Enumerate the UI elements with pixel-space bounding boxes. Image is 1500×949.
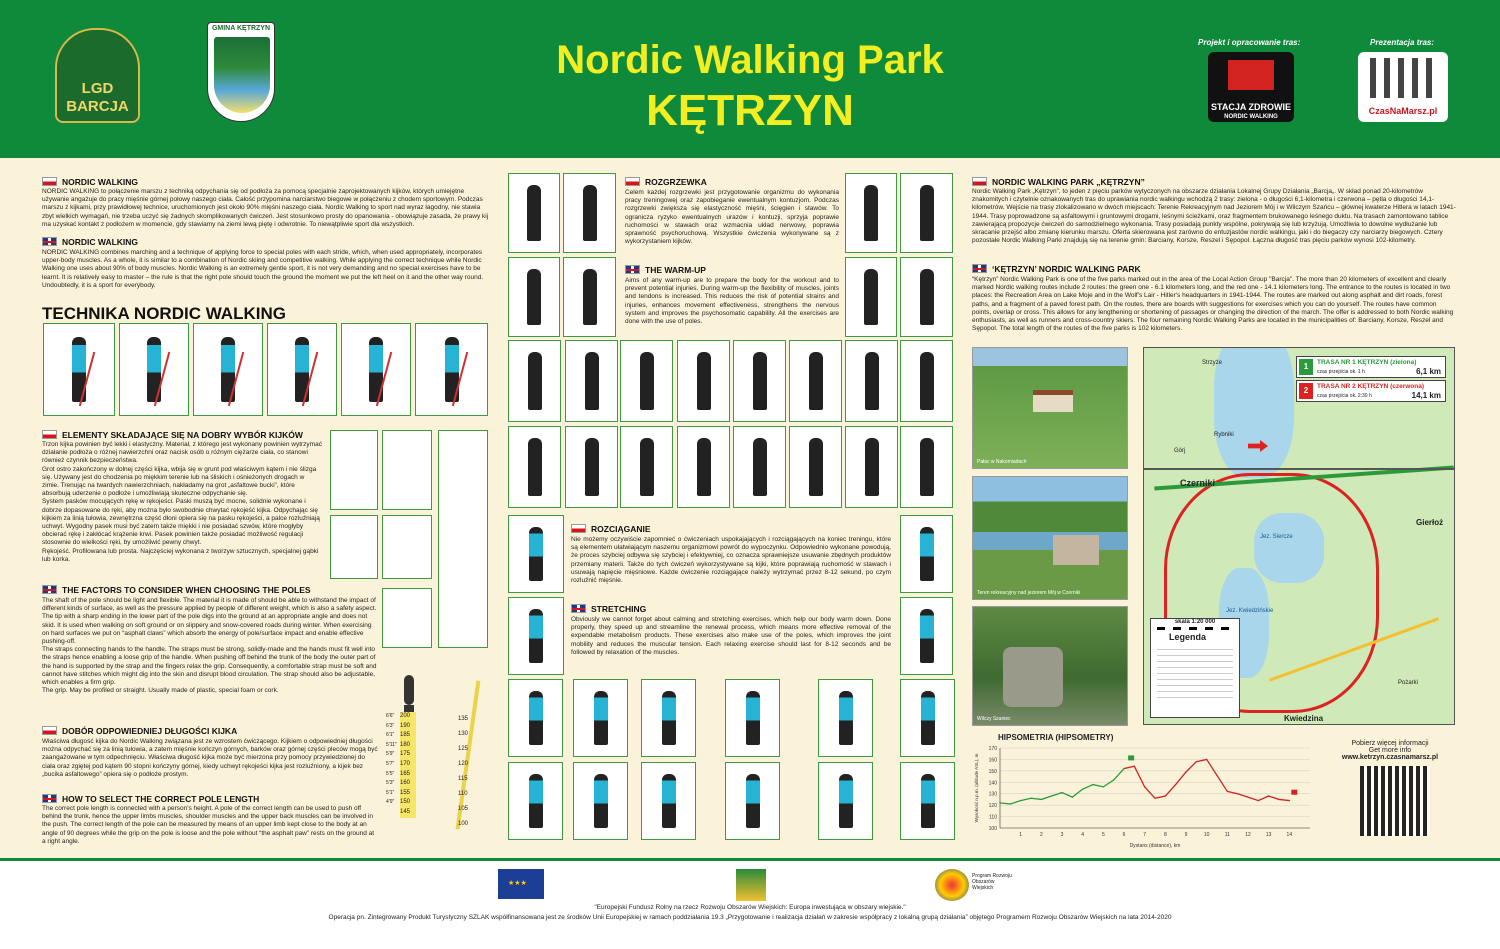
data-point <box>1268 795 1269 796</box>
warmup-photo <box>900 173 953 253</box>
recreation-area-photo <box>972 476 1128 600</box>
palace-photo <box>972 347 1128 469</box>
nordic-pl-text: NORDIC WALKING to połączenie marszu z techniką odpychania się od podłoża za pomocą specjalnie zaprojektowanych kijków, których umiejętne używanie angażuje do pracy mięśnie górnej połowy naszego ciała. Całość przypomina narciarstwo biegowe w połączeniu z chodem sportowym. Podczas marszu z kijkami, przy prawidłowej technice, uruchomionych jest około 90% mięśni naszego ciała. Nordic Walking to sport nad wyraz łagodny, nie stawia zbyt wielkich wymagań, nie trzeba uczyć się żadnych skomplikowanych ćwiczeń. Jest stosunkowo prosty do opanowania - obowiązuje zasada, że prawy kij ma uzyskać kontakt z podłożem w momencie, gdy stawiamy na ziemi lewą piętę i odwrotnie. To niewątpliwie sport dla wszystkich. <box>42 188 489 228</box>
pole-cm-column <box>458 712 474 832</box>
railway-line <box>1144 468 1455 470</box>
warmup-photo <box>563 257 616 337</box>
person-figure <box>529 774 543 829</box>
person-figure <box>585 438 599 496</box>
y-tick-label: 160 <box>988 757 997 764</box>
table-cell: 150 <box>400 799 411 806</box>
warmup-photo <box>845 257 897 337</box>
table-cell: 5'3" <box>386 780 395 787</box>
park-pl-text: Nordic Walking Park „Kętrzyn”, to jeden z pięciu parków wytyczonych na obszarze działania Lokalnej Grupy Działania „Barcja„. W skład ponad 20-kilometrów znakomitych i czytelnie oznakowanych tras do uprawiania nordic walkingu wchodzą 2 trasy: zielona - o długości 6,1-kilometra i czerwona – pętla o długości 14,1-kilometrów. Wejście na trasy zlokalizowano w dwóch miejscach: Terenie Rekreacyjnym nad Jeziorem Mój i w Wilczym Szańcu – głównej kwaterze Hitlera w latach 1941-1944. Trasy poprowadzone są asfaltowymi i gruntowymi drogami, leśnymi ścieżkami, oraz fragmentem brukowanego leśnego duktu. Na trasach zamontowano tablice zawierającą propozycje ćwiczeń do samodzielnego wykonania. Trasy posiadają punkty wspólne, pokrywają się lub krzyżują. Umożliwia to dowolne wydłużanie lub skracanie przejść albo zmianę kierunku marszu. Oferta skierowana jest zarówno do entuzjastów nordic walkingu, jaki i do biegaczy czy narciarzy biegowych. Cztery pozostałe Nordic Walking Parki znajdują się na terenie gmin: Barciany, Korsze, Reszel i Sępopol. Łączna długość tras pięciu parków wynosi 102-kilometry. <box>972 188 1456 245</box>
park-en-heading: ‘KĘTRZYN’ NORDIC WALKING PARK <box>972 264 1141 274</box>
route1-number: 1 <box>1299 359 1313 375</box>
technique-photo <box>193 323 263 416</box>
table-cell: 5'1" <box>386 789 395 796</box>
person-figure <box>921 774 935 829</box>
x-tick-label: 5 <box>1101 832 1105 838</box>
data-point <box>1278 799 1279 800</box>
route2-legend <box>1296 380 1446 402</box>
person-figure <box>839 774 853 829</box>
length-pl-heading: DOBÓR ODPOWIEDNIEJ DŁUGOŚCI KIJKA <box>42 726 237 736</box>
table-cell: 160 <box>400 780 411 787</box>
exercise-photo <box>565 426 618 508</box>
elements-pl-text <box>42 441 322 564</box>
nordic-pl-heading: NORDIC WALKING <box>42 177 138 187</box>
polish-flag-icon <box>571 524 586 533</box>
place-label: Kwiedzina <box>1284 714 1324 723</box>
y-tick-label: 140 <box>988 780 997 787</box>
table-cell: 100 <box>458 821 469 827</box>
x-tick-label: 1 <box>1019 832 1023 838</box>
exercise-photo <box>900 426 953 508</box>
table-cell: 170 <box>400 760 411 767</box>
qr-code[interactable] <box>1360 766 1430 836</box>
data-point <box>1134 766 1135 767</box>
table-cell: 165 <box>400 770 411 777</box>
person-figure <box>528 352 542 410</box>
technique-photo <box>415 323 488 416</box>
place-label: Rybniki <box>1214 432 1234 438</box>
data-point <box>1103 786 1104 787</box>
pole-length-table <box>386 670 488 848</box>
person-silhouette-icon <box>404 675 414 705</box>
y-tick-label: 130 <box>988 791 997 798</box>
person-figure <box>640 438 654 496</box>
nordic-en-text: NORDIC WALKING combines marching and a technique of applying force to special poles with each stride, which, when used appropriately, incorporates upper-body muscles. As a whole, it is similar to a combination of Nordic skiing and competitive walking. While applying the correct technique while Nordic Walking one uses about 90% of body muscles. Nordic Walking is an extremely gentle sport, it is not very demanding and no special exercises have to be learnt. It is relatively easy to master – the rule is that the right pole should touch the ground the moment we put the left heel on it and the other way round. Undoubtedly, it is a sport for everybody. <box>42 249 484 289</box>
lake-label: Jez. Kwiedzińskie <box>1226 608 1274 614</box>
paragraph: The tip with a sharp ending in the lower part of the pole digs into the ground at an appropriate angle and does not skid. It is used when walking on soft ground or on slippery and snow-covered roads during winter. When exercising on hard surfaces we put on “asphalt claws” which absorb the energy of pole/surface impact and enable effective pushing-off. <box>42 613 372 646</box>
exercise-photo <box>641 762 696 840</box>
data-point <box>1020 800 1021 801</box>
y-tick-label: 100 <box>988 826 997 832</box>
length-en-text: The correct pole length is connected with a person's height. A pole of the correct length can be used to push off behind the trunk, hence the upper limbs muscles, shoulder muscles and the upper back muscles can be involved in the push. The correct length of the pole can be measured by means of an upper limb kept close to the body at an angle of 90 degrees while the grip on the pole is loose and the pole without “the asphalt paw” rests on the ground at a right angle. <box>42 805 375 845</box>
polish-flag-icon <box>625 177 640 186</box>
exercise-photo <box>725 679 780 757</box>
warmup-pl-heading: ROZGRZEWKA <box>625 177 707 187</box>
y-tick-label: 110 <box>989 814 997 821</box>
wolfs-lair-photo <box>972 606 1128 726</box>
warmup-photo <box>508 257 560 337</box>
data-point <box>1247 796 1248 797</box>
table-cell: 5'5" <box>386 770 395 777</box>
table-cell: 200 <box>400 713 411 719</box>
hypsometry-chart <box>970 742 1325 852</box>
warmup-photo <box>845 173 897 253</box>
person-figure <box>865 352 879 410</box>
data-point <box>1072 796 1073 797</box>
prow-logo <box>935 869 969 901</box>
person-figure <box>528 438 542 496</box>
map-scale: skala 1:20 000 <box>1174 619 1216 625</box>
lgd-barcja-logo <box>55 28 140 123</box>
lgd-logo-text: LGD <box>81 80 114 97</box>
more-info-en: Get more info <box>1368 747 1412 754</box>
pole-grip-photo <box>382 515 432 579</box>
table-cell: 6'3" <box>386 722 395 729</box>
polish-flag-icon <box>42 430 57 439</box>
data-point <box>1289 800 1290 801</box>
y-axis-label: Wysokość n.p.m. (altitude ASL), m <box>974 753 979 823</box>
pavilion-building <box>1053 535 1099 565</box>
warmup-pl-text: Celem każdej rozgrzewki jest przygotowanie organizmu do wykonania pracy treningowej oraz zapobieganie ewentualnym kontuzjom. Podczas rozgrzewki zwiększa się elastyczność mięśni, ścięgien i stawów. To ogranicza ryzyko ewentualnych urazów i kontuzji, sprzyja poprawie ruchomości w stawach oraz wzmacnia układ nerwowy, poprawia sprawność psychoruchową. Wszystkie ćwiczenia wykonywane są z wykorzystaniem kijków. <box>625 189 839 246</box>
table-cell: 4'9" <box>386 799 395 806</box>
y-tick-label: 120 <box>988 803 997 810</box>
data-point <box>1123 768 1124 769</box>
stacja-logo-text: STACJA ZDROWIE <box>1211 102 1291 112</box>
height-ft-column <box>386 712 400 808</box>
finish-flag-green-icon <box>1128 755 1134 760</box>
pole-grip-photo <box>330 430 378 510</box>
table-cell: 155 <box>400 789 411 796</box>
data-point <box>1051 795 1052 796</box>
technique-photo <box>43 323 115 416</box>
table-cell: 135 <box>458 716 469 722</box>
photo-caption: Wilczy Szaniec <box>977 716 1011 722</box>
person-figure <box>921 691 935 746</box>
person-figure <box>662 774 676 829</box>
pole-strap-photo <box>330 515 378 579</box>
exercise-photo <box>573 762 628 840</box>
exercise-photo <box>677 340 730 422</box>
person-figure <box>529 691 543 746</box>
project-label: Projekt i opracowanie tras: <box>1198 38 1301 47</box>
table-cell: 5'9" <box>386 751 395 758</box>
table-cell: 180 <box>400 741 411 748</box>
gmina-logo-text: GMINA KĘTRZYN <box>211 25 271 32</box>
place-label: Gierłoż <box>1416 518 1444 527</box>
czas-logo-text: CzasNaMarsz.pl <box>1368 106 1438 116</box>
table-cell: 6'6" <box>386 713 395 719</box>
paragraph: Trzon kijka powinien być lekki i elastyczny. Materiał, z którego jest wykonany powinien wytrzymać działanie podłoża o różnej nawierzchni oraz nacisk osób o różnym ciężarze ciała, co stanowi również czynnik bezpieczeństwa. <box>42 441 322 465</box>
paragraph: The grip. May be profiled or straight. Usually made of plastic, special foam or cork. <box>42 687 279 695</box>
more-info <box>1330 740 1450 761</box>
exercise-photo <box>900 762 955 840</box>
data-point <box>1216 775 1217 776</box>
stretch-photo <box>900 597 953 675</box>
park-en-text: “Kętrzyn” Nordic Walking Park is one of the five parks marked out in the area of the Local Action Group "Barcja". The more than 20 kilometers of excellent and clearly marked Nordic walking routes include 2 routes: the green one - 6.1 kilometers long, and the red one - 14.1 kilometers long. The entrance to the routes is located in two places: the Recreation Area on Lake Moje and in the Wolf's Lair - Hitler's headquarters in 1941-1944. The routes are marked out along asphalt and dirt roads, forest paths, and a fragment of a paved forest path. On the routes, there are boards with suggestions for exercises which you can do yourself. The routes have common points, overlap or cross. This allows for any lengthening or shortening of passages or changing the direction of the march. The offer is addressed to both Nordic walking enthusiasts, as well as runners and cross-country skiers. The four remaining Nordic Walking Parks are located in the municipalities of: Barciany, Korsze, Reszel and Sępopol. The total length of the routes of the five parks is 102 kilometers. <box>972 276 1454 333</box>
uk-flag-icon <box>42 237 57 246</box>
place-label: Pożarki <box>1398 680 1419 686</box>
route2-distance: 14,1 km <box>1411 391 1441 400</box>
legend-items <box>1157 644 1233 699</box>
more-info-url[interactable]: www.ketrzyn.czasnamarsz.pl <box>1341 754 1439 761</box>
palace-building <box>1033 390 1073 412</box>
exercise-photo <box>789 426 842 508</box>
data-point <box>1185 771 1186 772</box>
data-point <box>1144 786 1145 787</box>
exercise-photo <box>508 426 561 508</box>
uk-flag-icon <box>42 794 57 803</box>
pole-full-photo <box>438 430 488 648</box>
stretch-en-heading: STRETCHING <box>571 604 646 614</box>
paragraph: The straps connecting hands to the handle. The straps must be strong, solidly-made and the hands must fit well into the straps hence enabling a loose grip of the handle. When pushing off behind the trunk of the body the outer part of the hand is supported by the strap and the fingers relax the grip. Consequently, a comfortable strap must be soft and cannot have stitches which might dig into the skin and disrupt blood circulation. The strap should also be adjustable, which enables a firm grip. <box>42 646 377 687</box>
technique-photo <box>267 323 337 416</box>
exercise-photo <box>845 340 898 422</box>
eu-flag-logo <box>498 869 544 899</box>
person-figure <box>809 352 823 410</box>
y-tick-label: 170 <box>988 746 997 752</box>
x-tick-label: 14 <box>1286 832 1293 838</box>
exercise-photo <box>725 762 780 840</box>
person-figure <box>809 438 823 496</box>
person-figure <box>920 352 934 410</box>
finish-flag-red-icon <box>1291 790 1297 795</box>
person-figure <box>585 352 599 410</box>
table-cell: 175 <box>400 751 411 758</box>
exercise-photo <box>677 426 730 508</box>
header-banner <box>0 0 1500 158</box>
factors-en-heading: THE FACTORS TO CONSIDER WHEN CHOOSING THE POLES <box>42 585 311 595</box>
x-tick-label: 3 <box>1060 832 1064 838</box>
table-cell: 145 <box>400 808 411 815</box>
y-tick-label: 150 <box>988 768 997 775</box>
route1-legend <box>1296 356 1446 378</box>
paragraph: Grot ostro zakończony w dolnej części kijka, wbija się w grunt pod właściwym kątem i nie ślizga się. Używany jest do chodzenia po miękkim terenie lub na śliskich i ośnieżonych drogach w zimie. Trenując na twardych nawierzchniach, nakładamy na grot „asfaltowe bucki”, które absorbują uderzenie o podłoże i umożliwiają skuteczne odpychanie się. <box>42 465 317 498</box>
route1-time: czas przejścia ok. 1 h <box>1317 369 1365 375</box>
x-tick-label: 6 <box>1122 832 1126 838</box>
exercise-photo <box>900 679 955 757</box>
route1-label: TRASA NR 1 KĘTRZYN (zielona) <box>1317 359 1417 366</box>
person-figure <box>594 774 608 829</box>
x-axis-label: Dystans (distance), km <box>1129 843 1181 849</box>
person-figure <box>594 691 608 746</box>
table-cell: 110 <box>458 791 468 797</box>
exercise-photo <box>818 679 873 757</box>
exercise-photo <box>573 679 628 757</box>
data-point <box>1154 798 1155 799</box>
elements-pl-heading: ELEMENTY SKŁADAJĄCE SIĘ NA DOBRY WYBÓR KIJKÓW <box>42 430 303 440</box>
x-tick-label: 9 <box>1184 832 1188 838</box>
footer-operation-text: Operacja pn. Zintegrowany Produkt Turystyczny SZLAK współfinansowana jest ze środków Unii Europejskiej w ramach poddziałania 19.3 „Przygotowanie i realizacja działań w zakresie współpracy z lokalną grupą działania” objętego Programem Rozwoju Obszarów Wiejskich na lata 2014-2020 <box>328 914 1172 921</box>
walkers-icon <box>1370 58 1436 98</box>
person-figure <box>697 438 711 496</box>
lake <box>1214 347 1294 478</box>
lgd-logo-subtext: BARCJA <box>66 98 129 115</box>
scale-bar <box>1157 627 1233 630</box>
data-point <box>1092 784 1093 785</box>
exercise-photo <box>508 762 563 840</box>
polish-flag-icon <box>42 726 57 735</box>
technique-photo <box>119 323 189 416</box>
polish-flag-icon <box>42 177 57 186</box>
person-figure <box>640 352 654 410</box>
table-cell: 120 <box>458 761 469 767</box>
warmup-en-text: Aims of any warm-up are to prepare the body for the workout and to prevent potential injuries. During warm-up the flexibility of muscles, joints and tendons is increased. This reduces the risk of potential strains and injuries, enhances movement effectiveness, strengthens the nervous system and improves the psychosomatic capability. All the exercises are done with the use of poles. <box>625 277 839 326</box>
length-en-heading: HOW TO SELECT THE CORRECT POLE LENGTH <box>42 794 259 804</box>
height-cm-column <box>400 712 416 818</box>
legend-title: Legenda <box>1169 632 1207 642</box>
exercise-photo <box>845 426 898 508</box>
warmup-en-heading: THE WARM-UP <box>625 265 706 275</box>
data-point <box>1206 759 1207 760</box>
exercise-photo <box>508 679 563 757</box>
photo-caption: Teren rekreacyjny nad jeziorem Mój w Czerniki <box>977 590 1081 596</box>
table-cell: 125 <box>458 746 469 752</box>
uk-flag-icon <box>571 604 586 613</box>
prow-logo-text: Program Rozwoju Obszarów Wiejskich <box>972 873 1012 891</box>
warmup-photo <box>900 257 953 337</box>
exercise-photo <box>789 340 842 422</box>
data-point <box>1113 779 1114 780</box>
stretch-en-text: Obviously we cannot forget about calming and stretching exercises, which help our body warm down. Done properly, they speed up and streamline the renewal process, which means more effective removal of the expendable metabolism products. These exercises also make use of the poles, which improves the joint mobility and reduces the muscular tension. Each relaxing exercise should last for 8-12 seconds and be followed by relaxation of the muscles. <box>571 616 891 656</box>
route2-time: czas przejścia ok. 2:30 h <box>1317 393 1372 399</box>
footer <box>0 858 1500 949</box>
table-cell: 115 <box>458 776 468 782</box>
data-point <box>1061 792 1062 793</box>
table-cell: 105 <box>458 806 469 812</box>
map-legend <box>1150 618 1240 718</box>
bunker-ruin <box>1003 647 1063 707</box>
person-figure <box>746 774 760 829</box>
person-figure <box>865 438 879 496</box>
warmup-photo <box>508 173 560 253</box>
photo-caption: Pałac w Nakomiadach <box>977 459 1027 465</box>
exercise-photo <box>620 340 673 422</box>
polish-flag-icon <box>972 177 987 186</box>
length-pl-text: Właściwa długość kijka do Nordic Walking związana jest ze wzrostem ćwiczącego. Kijkiem o odpowiedniej długości można odpychać się za linią tułowia, a zatem mięśnie kończyn górnych, barków oraz górnej części pleców mogą być zaangażowane w tym odpechnięciu. Właściwa długość kijka może być mierzona przy pomocy przywiedzionej do ciała oraz zgiętej pod kątem 90 stopni kończyny górnej, kiedy uchwyt rękojeści kijka jest rozluźniony, a kijek bez „bucika asfaltowego” opiera się o podłoże prostym. <box>42 738 378 778</box>
data-point <box>1010 803 1011 804</box>
factors-en-text <box>42 597 378 695</box>
x-tick-label: 12 <box>1245 832 1251 838</box>
stretch-photo <box>508 515 564 593</box>
exercise-photo <box>733 340 786 422</box>
technique-title: TECHNIKA NORDIC WALKING <box>42 304 286 323</box>
data-point <box>999 802 1000 803</box>
uk-flag-icon <box>42 585 57 594</box>
x-tick-label: 11 <box>1224 832 1230 838</box>
data-point <box>1196 761 1197 762</box>
x-tick-label: 13 <box>1265 832 1272 838</box>
table-cell: 6'1" <box>386 732 395 739</box>
stretch-pl-text: Nie możemy oczywiście zapomnieć o ćwiczeniach uspokajających i rozciągających na koniec treningu, które są elementem ułatwiającym naszemu organizmowi powrót do wypoczynku. Odpowiednio wykonane powodują, że proces szybciej odbywa się szybciej i efektywniej, co oznacza sprawniejsze usuwanie zbędnych produktów przemiany materii. Także do tych ćwiczeń wykorzystywane są kijki, które poprawiają ruchomość w stawach i usuwają napięcie mięśniowe. Każde ćwiczenie rozciągające należy wytrzymać przez 8-12 sekund, po czym rozluźnić mięśnie. <box>571 536 891 585</box>
gmina-ketrzyn-crest <box>207 22 275 122</box>
stretch-pl-heading: ROZCIĄGANIE <box>571 524 651 534</box>
route-map[interactable] <box>1143 347 1455 725</box>
exercise-photo <box>620 426 673 508</box>
page-title: Nordic Walking Park <box>556 38 944 82</box>
x-tick-label: 10 <box>1203 832 1210 838</box>
exercise-photo <box>900 340 953 422</box>
uk-flag-icon <box>625 265 640 274</box>
leader-logo <box>736 869 766 901</box>
table-cell: 185 <box>400 732 411 739</box>
stacja-logo-subtext: NORDIC WALKING <box>1224 114 1278 120</box>
nordic-en-heading: NORDIC WALKING <box>42 237 138 247</box>
walker-icon <box>1228 60 1274 90</box>
uk-flag-icon <box>972 264 987 273</box>
person-figure <box>662 691 676 746</box>
route2-label: TRASA NR 2 KĘTRZYN (czerwona) <box>1317 383 1425 390</box>
park-pl-heading: NORDIC WALKING PARK „KĘTRZYN” <box>972 177 1145 187</box>
data-point <box>1082 788 1083 789</box>
stretch-photo <box>508 597 564 675</box>
data-point <box>1165 795 1166 796</box>
stacja-zdrowie-logo <box>1208 52 1294 122</box>
x-tick-label: 7 <box>1143 832 1147 838</box>
lake-label: Jez. Siercze <box>1260 534 1293 540</box>
series-line-red <box>1124 759 1289 800</box>
person-figure <box>753 438 767 496</box>
data-point <box>1175 784 1176 785</box>
stretch-photo <box>900 515 953 593</box>
route2-number: 2 <box>1299 383 1313 399</box>
data-point <box>1030 798 1031 799</box>
person-figure <box>697 352 711 410</box>
hypsometry-title: HIPSOMETRIA (HIPSOMETRY) <box>998 733 1114 742</box>
paragraph: System pasków mocujących rękę w rękojeści. Paski muszą być mocne, solidnie wykonane i dobrze dopasowane do ręki, aby można było swobodnie chwytać rękojeść kijka. Odpychając się kijkiem za linią tułowia, zewnętrzna część dłoni opiera się na pasku rękojeści, a palce rozluźniają uchwyt. Wygodny pasek musi być zatem także miękki i nie posiadać szwów, które mogłyby obcierać rękę i zakłócać krążenie krwi. Pasek powinien także posiadać możliwość regulacji stosownie do wielkości ręki, by umożliwić pewny chwyt. <box>42 498 320 547</box>
data-point <box>1258 800 1259 801</box>
place-label: Strzyże <box>1202 360 1223 366</box>
x-tick-label: 4 <box>1081 832 1085 838</box>
exercise-photo <box>641 679 696 757</box>
paragraph: The shaft of the pole should be light and flexible. The material it is made of should be able to withstand the impact of different kinds of surface, as well as the pressure applied by people of different weight, which is also a safety aspect. <box>42 597 377 613</box>
table-cell: 190 <box>400 722 411 729</box>
more-info-pl: Pobierz więcej informacji <box>1351 740 1429 747</box>
exercise-photo <box>818 762 873 840</box>
place-label: Czerniki <box>1180 478 1216 488</box>
data-point <box>1227 791 1228 792</box>
footer-quote: "Europejski Fundusz Rolny na rzecz Rozwoju Obszarów Wiejskich: Europa inwestująca w obszary wiejskie." <box>594 904 906 911</box>
person-figure <box>753 352 767 410</box>
person-figure <box>920 438 934 496</box>
pole-tip-photo <box>382 588 432 648</box>
technique-photo <box>341 323 411 416</box>
table-cell: 130 <box>458 731 469 737</box>
person-figure <box>839 691 853 746</box>
presentation-label: Prezentacja tras: <box>1370 38 1435 47</box>
warmup-photo <box>563 173 616 253</box>
route1-distance: 6,1 km <box>1416 367 1441 376</box>
x-tick-label: 2 <box>1039 832 1043 838</box>
paragraph: Rękojeść. Profilowana lub prosta. Najczęściej wykonana z tworzyw sztucznych, specjalnej gąbki lub korka. <box>42 547 319 563</box>
series-line-green <box>1000 769 1124 804</box>
place-label: Górj <box>1174 448 1186 454</box>
page-subtitle: KĘTRZYN <box>646 86 854 135</box>
czasnamarsz-logo <box>1358 52 1448 122</box>
pole-strap-photo <box>382 430 432 510</box>
data-point <box>1237 793 1238 794</box>
exercise-photo <box>565 340 618 422</box>
data-point <box>1041 799 1042 800</box>
crest-shield-icon <box>214 37 270 113</box>
exercise-photo <box>508 340 561 422</box>
table-cell: 5'7" <box>386 760 395 767</box>
person-figure <box>746 691 760 746</box>
x-tick-label: 8 <box>1163 832 1167 838</box>
exercise-photo <box>733 426 786 508</box>
table-cell: 5'11" <box>386 741 397 748</box>
